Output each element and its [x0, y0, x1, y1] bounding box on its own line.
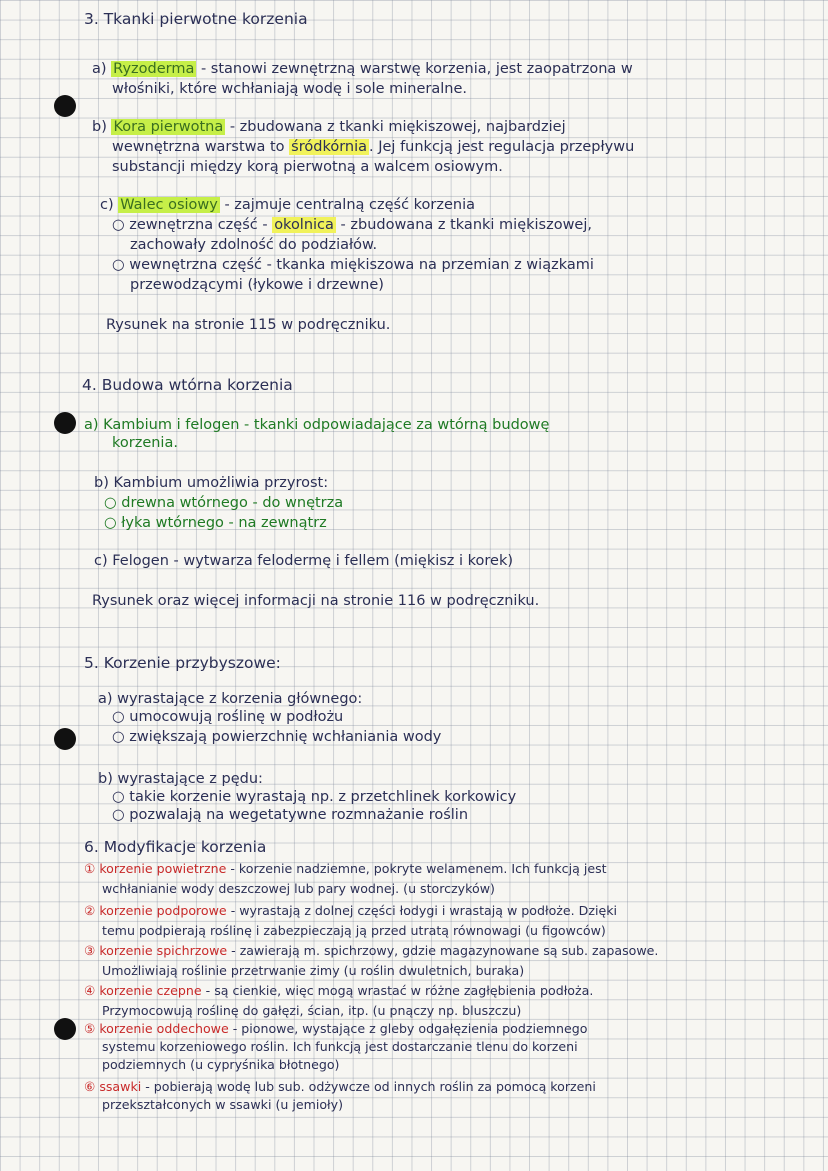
note-line: ④ korzenie czepne - są cienkie, więc mogą wrastać w różne zagłębienia podłoża.: [84, 983, 594, 998]
note-line: ② korzenie podporowe - wyrastają z dolnej części łodygi i wrastają w podłoże. Dzięki: [84, 903, 617, 918]
note-line: a) Ryzoderma - stanowi zewnętrzną warstwę korzenia, jest zaopatrzona w: [92, 61, 633, 77]
note-line: systemu korzeniowego roślin. Ich funkcją jest dostarczanie tlenu do korzeni: [102, 1039, 578, 1054]
note-line: ③ korzenie spichrzowe - zawierają m. spichrzowy, gdzie magazynowane są sub. zapasowe.: [84, 943, 659, 958]
note-line: korzenia.: [112, 435, 178, 451]
note-line: Umożliwiają roślinie przetrwanie zimy (u roślin dwuletnich, buraka): [102, 963, 525, 978]
note-line: b) Kora pierwotna - zbudowana z tkanki miękiszowej, najbardziej: [92, 119, 566, 135]
note-line: ○ takie korzenie wyrastają np. z przetchlinek korkowicy: [112, 789, 517, 805]
note-line: ① korzenie powietrzne - korzenie nadziemne, pokryte welamenem. Ich funkcją jest: [84, 861, 607, 876]
note-line: ○ łyka wtórnego - na zewnątrz: [104, 515, 327, 531]
note-line: a) wyrastające z korzenia głównego:: [98, 691, 363, 707]
note-line: ○ umocowują roślinę w podłożu: [112, 709, 344, 725]
note-line: przekształconych w ssawki (u jemioły): [102, 1097, 344, 1112]
note-line: ○ drewna wtórnego - do wnętrza: [104, 495, 344, 511]
note-line: ⑤ korzenie oddechowe - pionowe, wystające z gleby odgałęzienia podziemnego: [84, 1021, 588, 1036]
note-line: b) wyrastające z pędu:: [98, 771, 263, 787]
binder-hole: [54, 1018, 76, 1040]
note-line: c) Walec osiowy - zajmuje centralną część korzenia: [100, 197, 476, 213]
note-line: podziemnych (u cypryśnika błotnego): [102, 1057, 340, 1072]
note-line: Przymocowują roślinę do gałęzi, ścian, itp. (u pnączy np. bluszczu): [102, 1003, 522, 1018]
note-line: przewodzącymi (łykowe i drzewne): [130, 277, 384, 293]
note-line: ○ wewnętrzna część - tkanka miękiszowa na przemian z wiązkami: [112, 257, 594, 273]
note-line: Rysunek na stronie 115 w podręczniku.: [106, 317, 391, 333]
note-line: zachowały zdolność do podziałów.: [130, 237, 378, 253]
note-line: ⑥ ssawki - pobierają wodę lub sub. odżywcze od innych roślin za pomocą korzeni: [84, 1079, 596, 1094]
note-line: 3. Tkanki pierwotne korzenia: [84, 10, 308, 28]
note-line: c) Felogen - wytwarza felodermę i fellem (miękisz i korek): [94, 553, 514, 569]
note-line: temu podpierają roślinę i zabezpieczają ją przed utratą równowagi (u figowców): [102, 923, 606, 938]
note-line: Rysunek oraz więcej informacji na stronie 116 w podręczniku.: [92, 593, 540, 609]
binder-hole: [54, 728, 76, 750]
note-line: 6. Modyfikacje korzenia: [84, 838, 267, 856]
note-line: wchłanianie wody deszczowej lub pary wodnej. (u storczyków): [102, 881, 495, 896]
note-line: ○ zewnętrzna część - okolnica - zbudowana z tkanki miękiszowej,: [112, 217, 592, 233]
binder-hole: [54, 95, 76, 117]
note-line: wewnętrzna warstwa to śródkórnia . Jej funkcją jest regulacja przepływu: [112, 139, 635, 155]
note-line: włośniki, które wchłaniają wodę i sole mineralne.: [112, 81, 467, 97]
note-line: b) Kambium umożliwia przyrost:: [94, 475, 329, 491]
binder-hole: [54, 412, 76, 434]
note-line: substancji między korą pierwotną a walcem osiowym.: [112, 159, 503, 175]
note-line: 5. Korzenie przybyszowe:: [84, 654, 281, 672]
note-line: a) Kambium i felogen - tkanki odpowiadające za wtórną budowę: [84, 417, 550, 433]
note-line: ○ zwiększają powierzchnię wchłaniania wody: [112, 729, 442, 745]
note-line: ○ pozwalają na wegetatywne rozmnażanie roślin: [112, 807, 469, 823]
note-line: 4. Budowa wtórna korzenia: [82, 376, 293, 394]
